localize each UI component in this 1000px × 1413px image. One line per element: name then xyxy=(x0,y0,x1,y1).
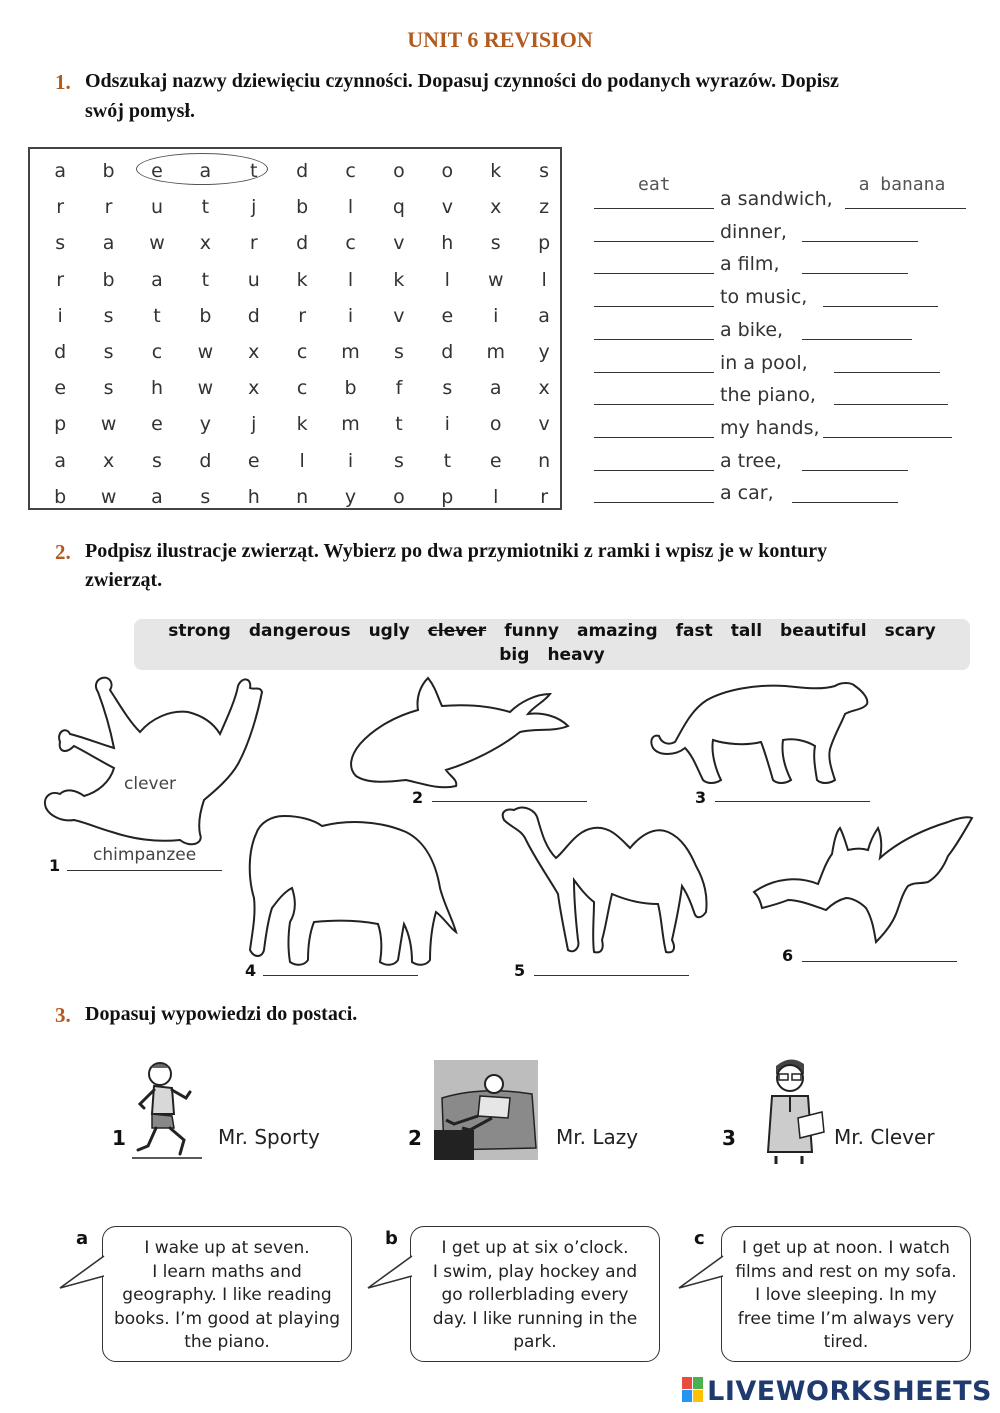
exercise1-number: 1. xyxy=(55,70,71,94)
grid-letter[interactable]: l xyxy=(541,268,547,291)
grid-letter[interactable]: d xyxy=(199,449,212,472)
grid-letter[interactable]: b xyxy=(199,304,212,327)
page-title: UNIT 6 REVISION xyxy=(407,27,593,52)
verb-answer-line[interactable] xyxy=(594,372,714,373)
verb-answer-line[interactable] xyxy=(594,306,714,307)
grid-letter[interactable]: s xyxy=(152,449,162,472)
grid-letter[interactable]: d xyxy=(296,160,309,183)
character-name: Mr. Clever xyxy=(834,1125,935,1149)
grid-letter[interactable]: v xyxy=(441,196,453,219)
grid-letter[interactable]: p xyxy=(441,485,454,508)
grid-letter[interactable]: x xyxy=(490,196,502,219)
grid-letter[interactable]: a xyxy=(54,449,67,472)
adjective-word: strong xyxy=(168,621,231,641)
grid-letter[interactable]: a xyxy=(102,232,115,255)
grid-letter[interactable]: b xyxy=(102,268,115,291)
exercise1-instruction-line1: Odszukaj nazwy dziewięciu czynności. Dopasuj czynności do podanych wyrazów. Dopisz xyxy=(85,70,839,92)
grid-letter[interactable]: e xyxy=(489,449,502,472)
own-idea-line[interactable] xyxy=(802,273,908,274)
animal-name-line[interactable] xyxy=(263,975,418,976)
own-idea-line[interactable] xyxy=(802,470,908,471)
grid-letter[interactable]: v xyxy=(538,413,550,436)
adjective-word: beautiful xyxy=(780,621,867,641)
bubble-text-line: the piano. xyxy=(184,1332,270,1352)
grid-letter[interactable]: a xyxy=(199,160,212,183)
grid-letter[interactable]: t xyxy=(250,160,258,183)
grid-letter[interactable]: b xyxy=(344,377,357,400)
bubble-text-line: day. I like running in the xyxy=(432,1308,638,1329)
grid-letter[interactable]: w xyxy=(100,413,117,436)
mr-clever-illustration xyxy=(752,1052,832,1164)
grid-letter[interactable]: k xyxy=(490,160,502,183)
camel-silhouette xyxy=(490,800,720,958)
exercise2-number: 2. xyxy=(55,540,71,564)
bubble-letter: c xyxy=(694,1228,705,1249)
grid-letter[interactable]: s xyxy=(393,449,404,472)
adjective-word: clever xyxy=(427,621,487,641)
grid-letter[interactable]: d xyxy=(54,341,67,364)
bubble-tail xyxy=(58,1254,106,1294)
elephant-silhouette xyxy=(238,808,463,968)
grid-letter[interactable]: a xyxy=(151,485,163,508)
own-idea-line[interactable] xyxy=(802,339,912,340)
bubble-text-line: books. I’m good at playing xyxy=(113,1308,341,1329)
exercise2-instruction-line2: zwierząt. xyxy=(85,569,163,591)
exercise1-instruction-line2: swój pomysł. xyxy=(85,100,196,122)
logo-mark-icon xyxy=(682,1377,704,1403)
grid-letter[interactable]: c xyxy=(345,232,356,255)
adjective-word: funny xyxy=(504,621,559,641)
grid-letter[interactable]: c xyxy=(345,160,356,183)
grid-letter[interactable]: r xyxy=(104,196,113,219)
grid-letter[interactable]: r xyxy=(56,196,65,219)
grid-letter[interactable]: i xyxy=(347,304,354,327)
grid-letter[interactable]: c xyxy=(296,377,308,400)
activity-phrase: my hands, xyxy=(720,416,820,439)
bubble-tail xyxy=(677,1254,725,1294)
adjective-word: scary xyxy=(884,621,936,641)
bubble-text-line: park. xyxy=(513,1332,557,1352)
exercise2-instruction-line1: Podpisz ilustracje zwierząt. Wybierz po dwa przymiotniki z ramki i wpisz je w kontury xyxy=(85,540,828,562)
chimpanzee-adjective: clever xyxy=(124,774,177,794)
activity-phrase: the piano, xyxy=(720,384,816,407)
character-number: 2 xyxy=(408,1126,422,1150)
grid-letter[interactable]: e xyxy=(247,449,260,472)
bubble-tail xyxy=(366,1254,414,1294)
grid-letter[interactable]: p xyxy=(538,232,551,255)
own-idea-line[interactable] xyxy=(823,437,952,438)
grid-letter[interactable]: w xyxy=(100,485,117,508)
grid-letter[interactable]: i xyxy=(57,304,63,327)
verb-answer-line[interactable] xyxy=(594,502,714,503)
grid-letter[interactable]: v xyxy=(393,304,405,327)
grid-letter[interactable]: a xyxy=(538,304,550,327)
character-number: 1 xyxy=(112,1126,126,1150)
panther-silhouette xyxy=(645,676,870,788)
grid-letter[interactable]: n xyxy=(296,485,309,508)
grid-letter[interactable]: s xyxy=(55,232,66,255)
own-idea-line[interactable] xyxy=(792,502,898,503)
exercise3-number: 3. xyxy=(55,1003,71,1027)
mr-lazy-illustration xyxy=(432,1058,542,1163)
grid-letter[interactable]: a xyxy=(151,268,163,291)
grid-letter[interactable]: s xyxy=(103,341,114,364)
grid-letter[interactable]: x xyxy=(538,377,550,400)
speech-bubble[interactable] xyxy=(102,1226,352,1362)
activity-phrase: a sandwich, xyxy=(720,188,833,210)
grid-letter[interactable]: e xyxy=(441,304,454,327)
bubble-text-line: tired. xyxy=(823,1332,869,1352)
verb-answer-line[interactable] xyxy=(594,470,714,471)
bubble-text-line: I get up at six o’clock. xyxy=(441,1238,629,1258)
grid-letter[interactable]: t xyxy=(443,449,452,472)
activity-phrase: in a pool, xyxy=(720,351,808,374)
own-idea-line[interactable] xyxy=(823,306,938,307)
grid-letter[interactable]: p xyxy=(54,413,67,436)
grid-letter[interactable]: s xyxy=(103,377,114,400)
grid-letter[interactable]: m xyxy=(341,413,360,436)
grid-letter[interactable]: z xyxy=(539,196,550,219)
adjective-word: ugly xyxy=(368,621,410,641)
adjective-word: big xyxy=(499,645,530,665)
speech-bubble[interactable] xyxy=(410,1226,660,1362)
grid-letter[interactable]: s xyxy=(442,377,453,400)
bubble-letter: b xyxy=(385,1228,398,1249)
grid-letter[interactable]: e xyxy=(151,413,163,436)
animal-number: 4 xyxy=(245,961,257,980)
verb-answer-line[interactable] xyxy=(594,241,714,242)
grid-letter[interactable]: y xyxy=(538,341,550,364)
character-name: Mr. Sporty xyxy=(218,1125,320,1149)
bubble-text-line: free time I’m always very xyxy=(737,1308,955,1329)
grid-letter[interactable]: b xyxy=(102,160,115,183)
grid-letter[interactable]: u xyxy=(247,268,260,291)
grid-letter[interactable]: l xyxy=(299,449,305,472)
activity-phrase: dinner, xyxy=(720,220,787,243)
grid-letter[interactable]: y xyxy=(344,485,357,508)
character-name: Mr. Lazy xyxy=(556,1125,639,1149)
grid-letter[interactable]: i xyxy=(493,304,499,327)
grid-letter[interactable]: k xyxy=(296,268,308,291)
verb-answer: eat xyxy=(638,174,671,195)
activity-phrase: to music, xyxy=(720,286,808,309)
verb-answer-line[interactable] xyxy=(594,404,714,405)
grid-letter[interactable]: v xyxy=(393,232,405,255)
grid-letter[interactable]: b xyxy=(296,196,309,219)
grid-letter[interactable]: b xyxy=(54,485,67,508)
grid-letter[interactable]: t xyxy=(153,304,161,327)
bubble-text-line: I learn maths and xyxy=(152,1261,302,1282)
activity-phrase: a car, xyxy=(720,482,774,505)
found-word-circle xyxy=(136,153,268,185)
grid-letter[interactable]: s xyxy=(393,341,404,364)
adjective-line-1 xyxy=(134,621,970,641)
bubble-text-line: films and rest on my sofa. xyxy=(735,1261,957,1282)
grid-letter[interactable]: o xyxy=(393,160,405,183)
bubble-text-line: I love sleeping. In my xyxy=(755,1285,937,1305)
grid-letter[interactable]: t xyxy=(395,413,403,436)
grid-letter[interactable]: l xyxy=(347,196,354,219)
animal-name-line[interactable] xyxy=(534,975,689,976)
character-number: 3 xyxy=(722,1126,736,1150)
grid-letter[interactable]: w xyxy=(487,268,504,291)
grid-letter[interactable]: h xyxy=(150,377,163,400)
grid-letter[interactable]: s xyxy=(103,304,114,327)
grid-letter[interactable]: j xyxy=(251,196,257,219)
word-search-grid[interactable] xyxy=(28,147,562,510)
grid-letter[interactable]: d xyxy=(441,341,454,364)
grid-letter[interactable]: y xyxy=(199,413,211,436)
grid-letter[interactable]: i xyxy=(444,413,450,436)
adjective-box xyxy=(134,619,970,670)
grid-letter[interactable]: o xyxy=(489,413,502,436)
grid-letter[interactable]: w xyxy=(197,341,214,364)
grid-letter[interactable]: s xyxy=(539,160,550,183)
grid-letter[interactable]: h xyxy=(247,485,260,508)
grid-letter[interactable]: c xyxy=(296,341,308,364)
whale-silhouette xyxy=(340,672,570,802)
grid-letter[interactable]: a xyxy=(489,377,502,400)
grid-letter[interactable]: e xyxy=(151,160,163,183)
adjective-word: tall xyxy=(730,621,763,641)
animal-name-answer: chimpanzee xyxy=(93,845,197,865)
adjective-word: dangerous xyxy=(248,621,351,641)
bat-silhouette xyxy=(752,812,974,944)
grid-letter[interactable]: m xyxy=(341,341,360,364)
grid-letter[interactable]: m xyxy=(486,341,505,364)
grid-letter[interactable]: k xyxy=(296,413,308,436)
animal-number: 2 xyxy=(412,788,424,807)
grid-letter[interactable]: x xyxy=(102,449,115,472)
grid-letter[interactable]: w xyxy=(149,232,165,255)
grid-letter[interactable]: n xyxy=(538,449,551,472)
own-idea-answer: a banana xyxy=(858,174,946,195)
grid-letter[interactable]: c xyxy=(151,341,163,364)
animal-number: 1 xyxy=(49,856,61,875)
grid-letter[interactable]: d xyxy=(247,304,260,327)
speech-bubble[interactable] xyxy=(721,1226,971,1362)
grid-letter[interactable]: l xyxy=(347,268,354,291)
grid-letter[interactable]: o xyxy=(441,160,454,183)
activity-phrase: a bike, xyxy=(720,318,784,341)
word-search-cells xyxy=(36,153,568,515)
grid-letter[interactable]: x xyxy=(248,377,260,400)
adjective-word: fast xyxy=(675,621,713,641)
bubble-text-line: geography. I like reading xyxy=(122,1285,332,1305)
verb-answer-line[interactable] xyxy=(594,437,714,438)
grid-letter[interactable]: a xyxy=(54,160,67,183)
adjective-word: amazing xyxy=(577,621,658,641)
grid-letter[interactable]: i xyxy=(347,449,354,472)
grid-letter[interactable]: x xyxy=(199,232,211,255)
own-idea-line[interactable] xyxy=(834,372,940,373)
grid-letter[interactable]: t xyxy=(201,196,210,219)
grid-letter[interactable]: r xyxy=(56,268,65,291)
animal-number: 5 xyxy=(514,961,526,980)
activity-phrase: a film, xyxy=(720,253,780,276)
bubble-text-line: I get up at noon. I watch xyxy=(742,1238,950,1258)
grid-letter[interactable]: r xyxy=(249,232,258,255)
grid-letter[interactable]: r xyxy=(540,485,548,508)
grid-letter[interactable]: e xyxy=(54,377,67,400)
grid-letter[interactable]: t xyxy=(201,268,210,291)
own-idea-line[interactable] xyxy=(845,208,966,209)
animal-name-line[interactable] xyxy=(432,801,587,802)
grid-letter[interactable]: d xyxy=(296,232,309,255)
animal-name-line[interactable] xyxy=(715,801,870,802)
liveworksheets-logo xyxy=(682,1376,992,1407)
grid-letter[interactable]: w xyxy=(197,377,214,400)
animal-number: 3 xyxy=(695,788,707,807)
grid-letter[interactable]: l xyxy=(444,268,450,291)
verb-answer-line[interactable] xyxy=(594,208,714,209)
grid-letter[interactable]: r xyxy=(298,304,307,327)
exercise3-instruction: Dopasuj wypowiedzi do postaci. xyxy=(85,1003,358,1025)
verb-answer-line[interactable] xyxy=(594,273,714,274)
own-idea-line[interactable] xyxy=(802,241,918,242)
grid-letter[interactable]: u xyxy=(150,196,163,219)
activity-phrase: a tree, xyxy=(720,449,782,472)
own-idea-line[interactable] xyxy=(834,404,948,405)
grid-letter[interactable]: q xyxy=(392,196,405,219)
bubble-text-line: go rollerblading every xyxy=(441,1285,629,1305)
grid-letter[interactable]: f xyxy=(395,377,403,400)
grid-letter[interactable]: x xyxy=(248,341,260,364)
grid-letter[interactable]: l xyxy=(493,485,499,508)
grid-letter[interactable]: h xyxy=(441,232,454,255)
adjective-line-2 xyxy=(134,645,970,665)
verb-answer-line[interactable] xyxy=(594,339,714,340)
grid-letter[interactable]: k xyxy=(393,268,405,291)
adjective-word: heavy xyxy=(547,645,605,665)
bubble-letter: a xyxy=(76,1228,89,1249)
grid-letter[interactable]: j xyxy=(251,413,257,436)
animal-number: 6 xyxy=(782,946,794,965)
bubble-text-line: I swim, play hockey and xyxy=(432,1261,638,1282)
grid-letter[interactable]: s xyxy=(200,485,211,508)
grid-letter[interactable]: s xyxy=(490,232,501,255)
mr-sporty-illustration xyxy=(132,1058,212,1163)
logo-text: LIVEWORKSHEETS xyxy=(707,1376,992,1407)
grid-letter[interactable]: o xyxy=(393,485,405,508)
animal-name-line[interactable] xyxy=(67,870,222,871)
animal-name-line[interactable] xyxy=(802,961,957,962)
bubble-text-line: I wake up at seven. xyxy=(144,1238,310,1258)
